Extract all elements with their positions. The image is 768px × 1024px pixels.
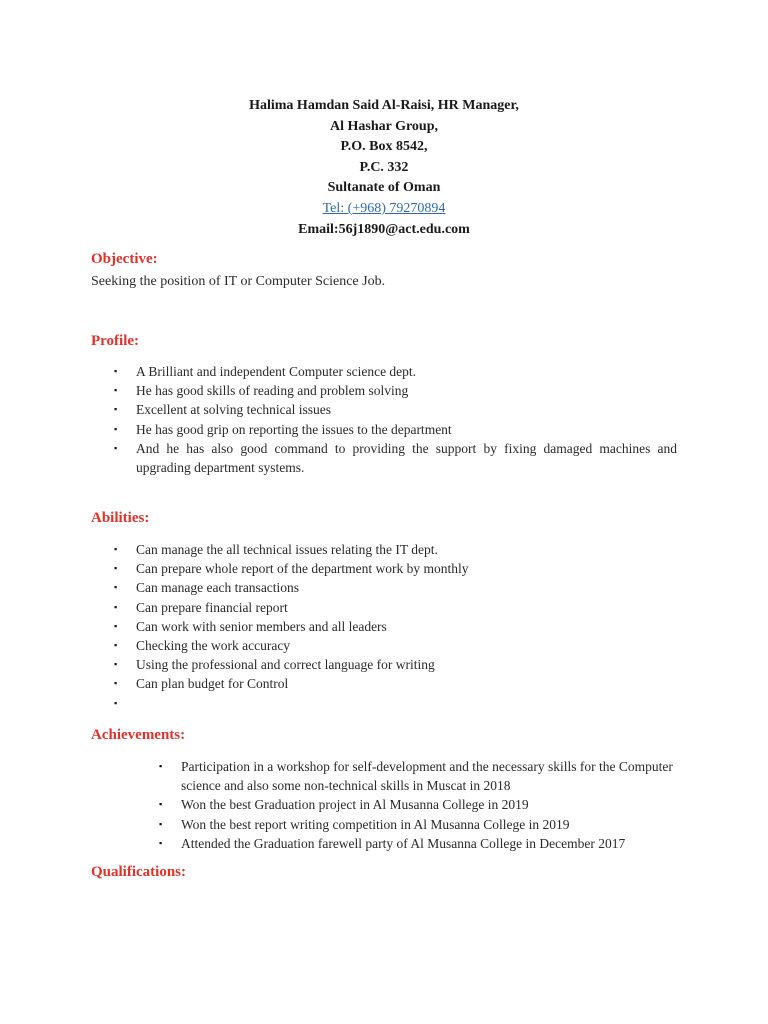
bullet-icon: ▪ <box>159 818 163 829</box>
achievements-heading: Achievements: <box>91 727 186 743</box>
profile-list <box>114 362 677 477</box>
list-item: ▪ And he has also good command to providing the support by fixing damaged machines and upgrading department systems. <box>114 440 677 476</box>
abilities-heading: Abilities: <box>91 510 150 526</box>
list-item: ▪ Can plan budget for Control <box>136 674 677 694</box>
bullet-icon: ▪ <box>114 404 118 415</box>
list-item: ▪ Checking the work accuracy <box>136 636 677 655</box>
objective-text: Seeking the position of IT or Computer Science Job. <box>91 274 386 289</box>
list-item: ▪ Using the professional and correct language for writing <box>136 655 677 674</box>
abilities-list <box>114 540 677 713</box>
bullet-icon: ▪ <box>114 423 118 434</box>
email-line: Email:56j1890@act.edu.com <box>298 221 470 237</box>
postal-code-line: P.C. 332 <box>359 159 409 175</box>
country-line: Sultanate of Oman <box>327 180 441 196</box>
bullet-icon: ▪ <box>114 620 118 631</box>
achievements-list <box>159 757 679 853</box>
list-item: ▪ Can manage each transactions <box>136 578 677 597</box>
list-item: ▪ He has good grip on reporting the issues to the department <box>136 420 677 439</box>
list-item: ▪ Can prepare whole report of the department work by monthly <box>136 559 677 578</box>
bullet-icon: ▪ <box>114 601 118 612</box>
bullet-icon: ▪ <box>114 678 118 689</box>
telephone-link[interactable]: Tel: (+968) 79270894 <box>322 200 446 216</box>
profile-heading: Profile: <box>91 333 140 349</box>
bullet-icon: ▪ <box>114 582 118 593</box>
list-item: ▪ Won the best Graduation project in Al Musanna College in 2019 <box>181 795 679 814</box>
bullet-icon: ▪ <box>114 442 118 453</box>
list-item: ▪ A Brilliant and independent Computer science dept. <box>136 362 677 381</box>
list-item: ▪ Can prepare financial report <box>136 598 677 617</box>
address-block <box>0 96 768 240</box>
objective-heading: Objective: <box>91 251 158 267</box>
bullet-icon: ▪ <box>159 761 163 771</box>
po-box-line: P.O. Box 8542, <box>340 139 428 155</box>
bullet-icon: ▪ <box>114 659 118 670</box>
bullet-icon: ▪ <box>114 698 118 709</box>
recipient-name-line: Halima Hamdan Said Al-Raisi, HR Manager, <box>249 98 519 113</box>
list-item: ▪ Can work with senior members and all leaders <box>136 617 677 636</box>
list-item: ▪ Participation in a workshop for self-development and the necessary skills for the Computer science and also some non-technical skills in Muscat in 2018 <box>159 759 673 794</box>
company-line: Al Hashar Group, <box>329 118 438 134</box>
empty-list-item <box>114 694 677 713</box>
bullet-icon: ▪ <box>114 563 118 574</box>
list-item: ▪ Attended the Graduation farewell party of Al Musanna College in December 2017 <box>181 834 679 853</box>
bullet-icon: ▪ <box>159 799 163 810</box>
bullet-icon: ▪ <box>159 837 163 848</box>
bullet-icon: ▪ <box>114 640 118 651</box>
bullet-icon: ▪ <box>114 544 118 554</box>
list-item: ▪ Excellent at solving technical issues <box>136 400 677 419</box>
list-item: ▪ Can manage the all technical issues relating the IT dept. <box>136 540 677 559</box>
bullet-icon: ▪ <box>114 366 118 376</box>
list-item: ▪ Won the best report writing competition in Al Musanna College in 2019 <box>181 815 679 834</box>
list-item: ▪ He has good skills of reading and problem solving <box>136 381 677 400</box>
qualifications-heading: Qualifications: <box>91 864 187 880</box>
bullet-icon: ▪ <box>114 385 118 396</box>
